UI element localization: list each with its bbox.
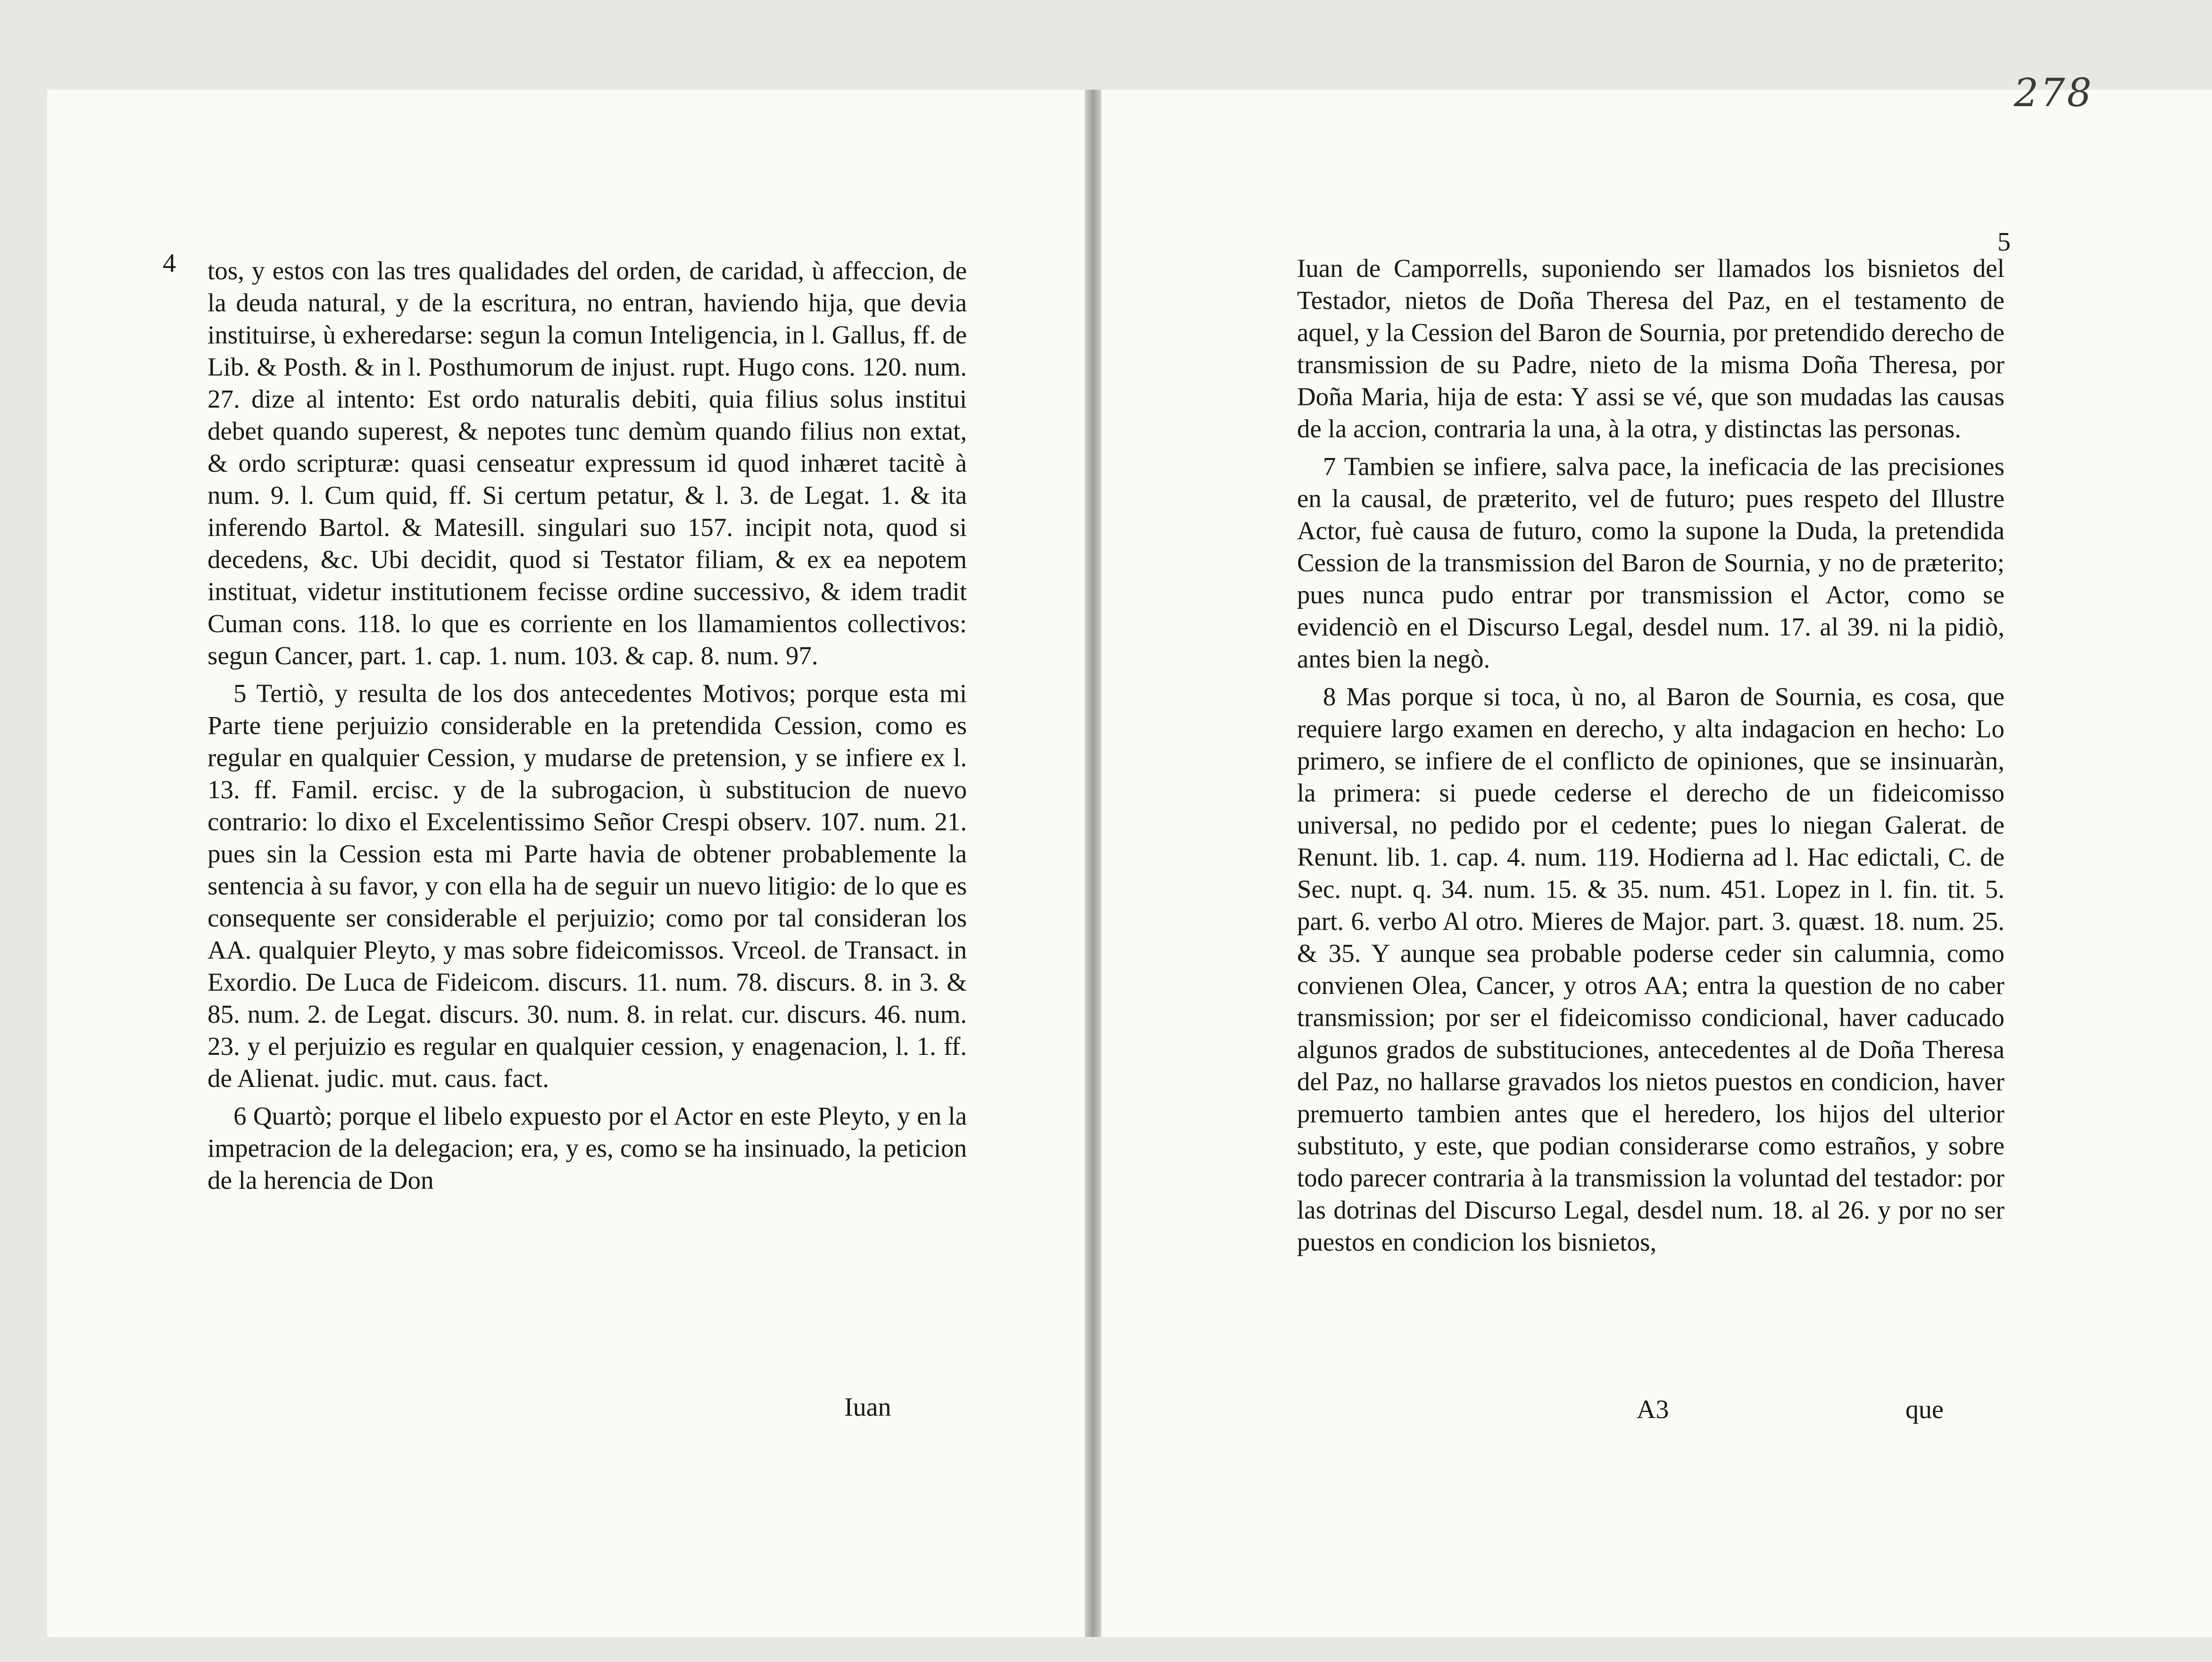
book-gutter (1085, 90, 1101, 1637)
right-text-column (1297, 252, 2004, 1264)
right-page-number: 5 (1997, 227, 2011, 257)
left-paragraph-1: tos, y estos con las tres qualidades del orden, de caridad, ù affeccion, de la deuda natural, y de la escritura, no entran, haviendo hija, que devia instituirse, ù exheredarse: segun la comun Inteligencia, in l. Gallus, ff. de Lib. & Posth. & in l. Posthumorum de injust. rupt. Hugo cons. 120. num. 27. dize al intento: Est ordo naturalis debiti, quia filius solus institui debet quando superest, & nepotes tunc demùm quando filius non extat, & ordo scripturæ: quasi censeatur expressum id quod inhæret tacitè à num. 9. l. Cum quid, ff. Si certum petatur, & l. 3. de Legat. 1. & ita inferendo Bartol. & Matesill. singulari suo 157. incipit nota, quod si decedens, &c. Ubi decidit, quod si Testator filiam, & ex ea nepotem instituat, videtur institutionem fecisse ordine successivo, & idem tradit Cuman cons. 118. lo que es corriente en los llamamientos collectivos: segun Cancer, part. 1. cap. 1. num. 103. & cap. 8. num. 97. (208, 256, 967, 670)
left-paragraph-3: 6 Quartò; porque el libelo expuesto por el Actor en este Pleyto, y en la impetracion de la delegacion; era, y es, como se ha insinuado, la peticion de la herencia de Don (208, 1102, 967, 1194)
right-paragraph-2: 7 Tambien se infiere, salva pace, la ineficacia de las precisiones en la causal, de præterito, vel de futuro; pues respeto del Illustre Actor, fuè causa de futuro, como la supone la Duda, la pretendida Cession de la transmission del Baron de Sournia, y no de præterito; pues nunca pudo entrar por transmission el Actor, como se evidenciò en el Discurso Legal, desdel num. 17. al 39. ni la pidiò, antes bien la negò. (1297, 452, 2004, 673)
right-catchword: que (1905, 1395, 1944, 1424)
left-text-column (208, 255, 967, 1202)
left-page-number: 4 (163, 249, 176, 278)
right-paragraph-3: 8 Mas porque si toca, ù no, al Baron de Sournia, es cosa, que requiere largo examen en derecho, y alta indagacion en hecho: Lo primero, se infiere de el conflicto de opiniones, que se insinuaràn, la primera: si puede cederse el derecho de un fideicomisso universal, no pedido por el cedente; pues lo niegan Galerat. de Renunt. lib. 1. cap. 4. num. 119. Hodierna ad l. Hac edictali, C. de Sec. nupt. q. 34. num. 15. & 35. num. 451. Lopez in l. fin. tit. 5. part. 6. verbo Al otro. Mieres de Major. part. 3. quæst. 18. num. 25. & 35. Y aunque sea probable poderse ceder sin calumnia, como convienen Olea, Cancer, y otros AA; entra la question de no caber transmission; por ser el fideicomisso condicional, haver caducado algunos grados de substituciones, antecedentes al de Doña Theresa del Paz, no hallarse gravados los nietos puestos en condicion, haver premuerto tambien antes que el heredero, los hijos del ulterior substituto, y este, que podian considerarse como estraños, y sobre todo parecer contraria à la transmission la voluntad del testador: por las dotrinas del Discurso Legal, desdel num. 18. al 26. y por no ser puestos en condicion los bisnietos, (1297, 682, 2004, 1256)
archive-folio-number: 278 (2014, 71, 2094, 116)
right-paragraph-1: Iuan de Camporrells, suponiendo ser llamados los bisnietos del Testador, nietos de Doña Theresa del Paz, en el testamento de aquel, y la Cession del Baron de Sournia, por pretendido derecho de transmission de su Padre, nieto de la misma Doña Theresa, por Doña Maria, hija de esta: Y assi se vé, que son mudadas las causas de la accion, contraria la una, à la otra, y distinctas las personas. (1297, 254, 2004, 443)
left-paragraph-2: 5 Tertiò, y resulta de los dos antecedentes Motivos; porque esta mi Parte tiene perjuizio considerable en la pretendida Cession, como es regular en qualquier Cession, y mudarse de pretension, y se infiere ex l. 13. ff. Famil. ercisc. y de la subrogacion, ù substitucion de nuevo contrario: lo dixo el Excelentissimo Señor Crespi observ. 107. num. 21. pues sin la Cession esta mi Parte havia de obtener probablemente la sentencia à su favor, y con ella ha de seguir un nuevo litigio: de lo que es consequente ser considerable el perjuizio; como por tal consideran los AA. qualquier Pleyto, y mas sobre fideicomissos. Vrceol. de Transact. in Exordio. De Luca de Fideicom. discurs. 11. num. 78. discurs. 8. in 3. & 85. num. 2. de Legat. discurs. 30. num. 8. in relat. cur. discurs. 46. num. 23. y el perjuizio es regular en qualquier cession, y enagenacion, l. 1. ff. de Alienat. judic. mut. caus. fact. (208, 679, 967, 1093)
signature-mark: A3 (1637, 1395, 1669, 1424)
left-catchword: Iuan (844, 1393, 891, 1422)
